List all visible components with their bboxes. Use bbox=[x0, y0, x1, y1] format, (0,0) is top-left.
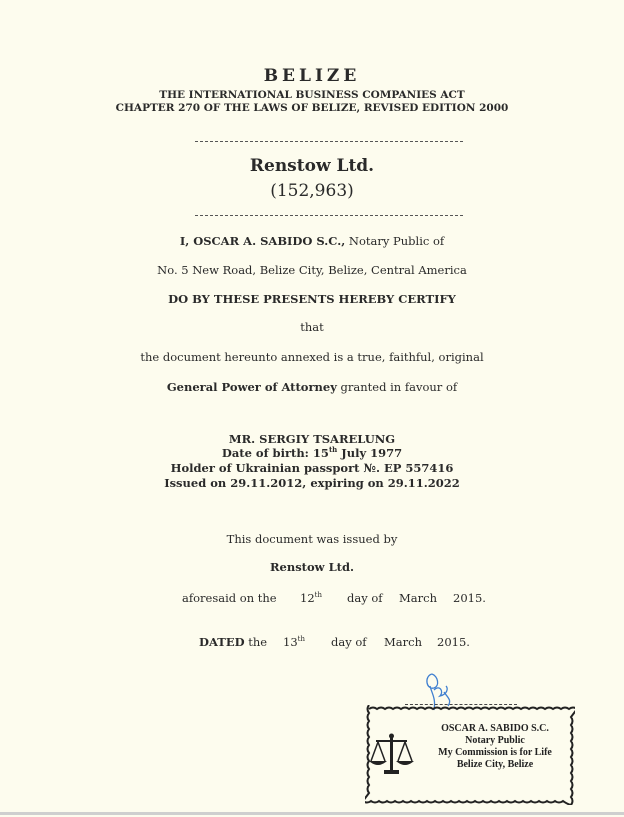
stamp-name: OSCAR A. SABIDO S.C. bbox=[441, 723, 549, 734]
issued-day bbox=[300, 591, 322, 605]
doc-type: General Power of Attorney bbox=[166, 380, 337, 394]
dated-text bbox=[199, 635, 267, 649]
scan-edge bbox=[0, 812, 624, 815]
notary-stamp bbox=[365, 705, 575, 805]
certify-line: DO BY THESE PRESENTS HEREBY CERTIFY bbox=[168, 292, 456, 306]
grantee-passport-dates: Issued on 29.11.2012, expiring on 29.11.2022 bbox=[164, 476, 460, 490]
issued-day-of: day of bbox=[347, 591, 383, 605]
notary-name: I, OSCAR A. SABIDO S.C., bbox=[179, 234, 346, 248]
dated-month: March bbox=[384, 635, 422, 649]
granted-text: granted in favour of bbox=[336, 380, 458, 394]
divider-top bbox=[195, 141, 463, 142]
grantee-name: MR. SERGIY TSARELUNG bbox=[228, 432, 396, 446]
that-line: that bbox=[300, 320, 324, 334]
notary-line bbox=[0, 234, 624, 248]
grantee-passport: Holder of Ukrainian passport №. EP 557416 bbox=[170, 461, 454, 475]
notary-role: Notary Public of bbox=[345, 234, 445, 248]
dated-day-sup: th bbox=[297, 635, 305, 644]
act-heading: THE INTERNATIONAL BUSINESS COMPANIES ACT bbox=[159, 89, 465, 101]
dated-day-of: day of bbox=[331, 635, 367, 649]
issued-by-line: This document was issued by bbox=[226, 532, 398, 546]
company-number: (152,963) bbox=[270, 181, 354, 201]
notary-address: No. 5 New Road, Belize City, Belize, Central America bbox=[157, 263, 467, 277]
doc-type-line bbox=[0, 380, 624, 394]
dated-the: the bbox=[244, 635, 268, 649]
dob-label: Date of birth: 15 bbox=[221, 446, 329, 460]
grantee-dob bbox=[0, 446, 624, 460]
issued-year: 2015. bbox=[453, 591, 486, 605]
dated-year: 2015. bbox=[437, 635, 470, 649]
stamp-text bbox=[420, 723, 570, 771]
dated-day bbox=[283, 635, 305, 649]
issuer-name: Renstow Ltd. bbox=[269, 560, 355, 574]
issued-day-number: 12 bbox=[300, 591, 315, 605]
country-heading: BELIZE bbox=[263, 66, 361, 86]
company-name: Renstow Ltd. bbox=[249, 156, 375, 176]
dob-sup: th bbox=[328, 445, 338, 455]
stamp-commission: My Commission is for Life bbox=[438, 747, 552, 758]
stamp-role: Notary Public bbox=[465, 735, 525, 746]
dated-day-number: 13 bbox=[283, 635, 298, 649]
issued-month: March bbox=[399, 591, 437, 605]
dob-rest: July 1977 bbox=[337, 446, 403, 460]
scales-of-justice-icon bbox=[369, 734, 414, 775]
divider-bottom bbox=[195, 215, 463, 216]
aforesaid-text: aforesaid on the bbox=[182, 591, 277, 605]
stamp-location: Belize City, Belize bbox=[456, 759, 534, 770]
chapter-heading: CHAPTER 270 OF THE LAWS OF BELIZE, REVISED EDITION 2000 bbox=[115, 102, 509, 114]
statement-line: the document hereunto annexed is a true, faithful, original bbox=[140, 350, 484, 364]
dated-label: DATED bbox=[199, 635, 245, 649]
issued-day-sup: th bbox=[314, 591, 322, 600]
